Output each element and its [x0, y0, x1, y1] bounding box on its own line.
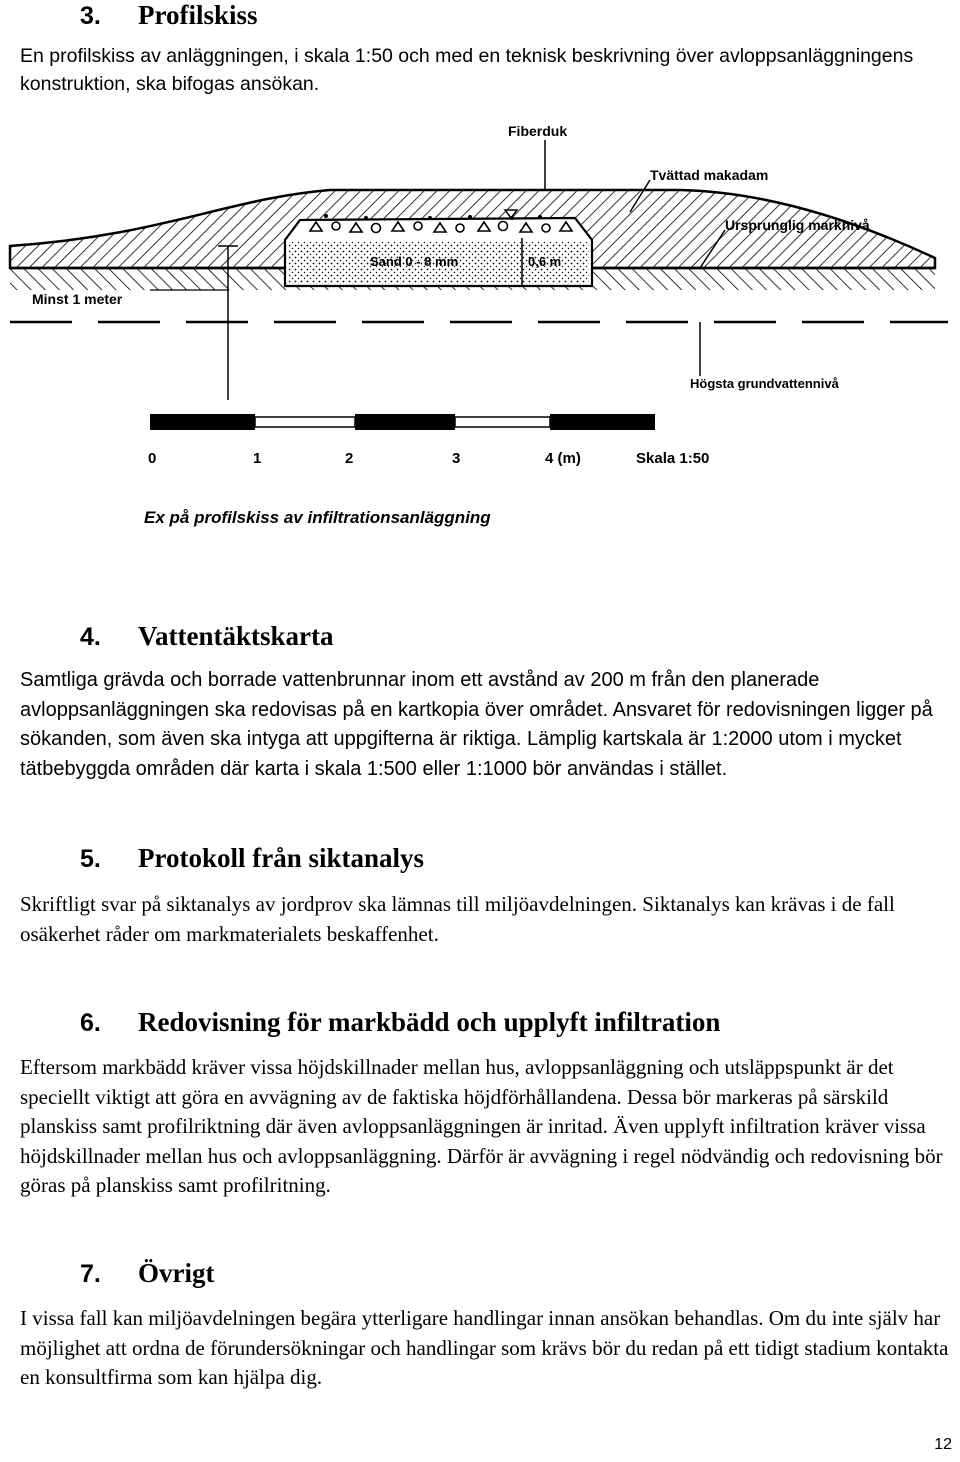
section-body-3: En profilskiss av anläggningen, i skala 1:50 och med en teknisk beskrivning över avloppsanläggningens konstruktion, ska bifogas ansökan. — [20, 45, 914, 95]
page-number: 12 — [934, 1436, 952, 1453]
groundwater-label: Högsta grundvattennivå — [690, 376, 839, 391]
scale-tick-2: 2 — [345, 450, 354, 467]
scale-tick-1: 1 — [253, 450, 262, 467]
section-title: Övrigt — [138, 1258, 215, 1288]
sand-label: Sand 0 - 8 mm — [370, 254, 459, 269]
section-body-4: Samtliga grävda och borrade vattenbrunnar inom ett avstånd av 200 m från den planerade avloppsanläggningen ska redovisas på en kartkopia över området. Ansvaret för redovisningen ligger på sökanden, som även ska intyga att uppgifterna är riktiga. Lämplig kartskala är 1:2000 utom i mycket tätbebyggda områden där karta i skala 1:500 eller 1:1000 bör användas i stället. — [20, 669, 933, 780]
section-number: 3. — [80, 2, 101, 30]
section-number: 7. — [80, 1260, 101, 1288]
section-heading-4 — [0, 621, 334, 652]
scale-tick-3: 3 — [452, 450, 461, 467]
makadam-label: Tvättad makadam — [650, 167, 769, 183]
fiberduk-label: Fiberduk — [508, 123, 568, 139]
section-title: Redovisning för markbädd och upplyft infiltration — [138, 1007, 721, 1037]
section-heading-5 — [0, 843, 424, 874]
profile-sketch-diagram — [0, 118, 960, 478]
scale-tick-0: 0 — [148, 450, 157, 467]
section-heading-7 — [0, 1258, 214, 1289]
section-heading-3 — [0, 0, 258, 31]
section-heading-6 — [0, 1007, 720, 1038]
section-body-6: Eftersom markbädd kräver vissa höjdskillnader mellan hus, avloppsanläggning och utsläppspunkt är det speciellt viktigt att göra en avvägning av de faktiska höjdförhållandena. Dessa bör markeras på särskild planskiss samt profilriktning där även avloppsanläggningen är inritad. Även upplyft infiltration kräver vissa höjdskillnader mellan hus och avloppsanläggning. Därför är avvägning i regel nödvändig och redovisning bör göras på planskiss samt profilritning. — [20, 1055, 943, 1197]
scale-label: Skala 1:50 — [636, 450, 710, 467]
scale-tick-4: 4 (m) — [545, 450, 581, 467]
section-body-7: I vissa fall kan miljöavdelningen begära ytterligare handlingar innan ansökan behandlas. Om du inte själv har möjlighet att ordna de förundersökningar och handlingar som krävs bör du redan på ett tidigt stadium kontakta en konsultfirma som kan hjälpa dig. — [20, 1306, 949, 1389]
scale-bar — [150, 414, 655, 430]
section-number: 6. — [80, 1009, 101, 1037]
ground-level-label: Ursprunglig marknivå — [725, 217, 870, 233]
section-title: Profilskiss — [138, 0, 258, 30]
depth-label: 0,6 m — [528, 254, 562, 269]
section-title: Vattentäktskarta — [138, 621, 334, 651]
section-number: 4. — [80, 623, 101, 651]
minimum-distance-label: Minst 1 meter — [32, 291, 123, 307]
section-body-5: Skriftligt svar på siktanalys av jordprov ska lämnas till miljöavdelningen. Siktanalys kan krävas i de fall osäkerhet råder om markmaterialets beskaffenhet. — [20, 892, 895, 946]
section-title: Protokoll från siktanalys — [138, 843, 425, 873]
section-number: 5. — [80, 845, 101, 873]
diagram-caption: Ex på profilskiss av infiltrationsanläggning — [144, 508, 491, 527]
